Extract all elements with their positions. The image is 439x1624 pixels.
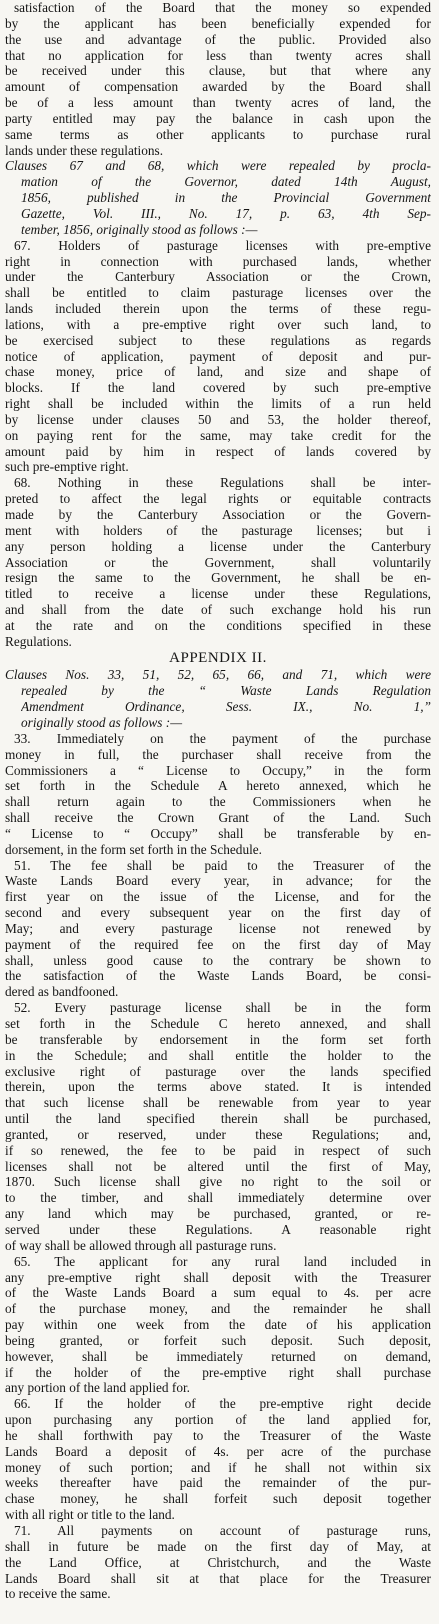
text-line: any portion of the land applied for. [5, 1380, 191, 1396]
text-line: the Land Office, at Christchurch, and the Waste [5, 1554, 431, 1570]
text-line: be exercised subject to these regulations as regards [5, 332, 431, 348]
text-line: ment with holders of the pasturage licenses; but i [5, 522, 431, 538]
text-line: served under these Regulations. A reasonable right [5, 1221, 431, 1237]
paragraph [5, 1254, 431, 1397]
text-line: May; and every pasturage license not renewed by [5, 920, 431, 936]
text-line: exclusive right of pasturage over the lands specified [5, 1063, 431, 1079]
paragraph [5, 858, 431, 1001]
text-line: lands under these regulations. [5, 142, 164, 158]
text-line: Lands Board a deposit of 4s. per acre of the purchase [5, 1443, 431, 1459]
text-line: if so renewed, the fee to be paid in respect of such [5, 1142, 431, 1158]
text-line: payment of the required fee on the first day of May [5, 936, 431, 952]
text-line: Waste Lands Board every year, in advance; for the [5, 873, 431, 889]
text-line: 71. All payments on account of pasturage runs, [14, 1523, 431, 1538]
paragraph [5, 731, 431, 858]
text-line: first year on the issue of the License, and for the [5, 889, 431, 905]
text-line: lations, with a pre-emptive right over such land, to [5, 316, 431, 332]
text-line: any pre-emptive right shall deposit with the Treasurer [5, 1269, 431, 1285]
text-line: chase money, price of land, and size and shape of [5, 364, 431, 380]
text-line: with all right or title to the land. [5, 1507, 175, 1523]
text-line: right in connection with purchased lands, whether [5, 253, 431, 269]
text-line: blocks. If the land covered by such pre-emptive [5, 380, 431, 396]
text-line: dered as bandfooned. [5, 984, 119, 1000]
italic-caption [5, 667, 431, 730]
text-line: be received under this clause, but that where any [5, 63, 431, 79]
text-line: be of a less amount than twenty acres of land, the [5, 95, 431, 111]
text-line: preted to affect the legal rights or equitable contracts [5, 491, 431, 507]
text-line: that such license shall be renewable from year to year [5, 1095, 431, 1111]
text-line: second and every subsequent year on the first day of [5, 905, 431, 921]
paragraph [5, 475, 431, 649]
text-line: by license under clauses 50 and 53, the holder thereof, [5, 411, 431, 427]
text-line: 33. Immediately on the payment of the purchase [14, 730, 431, 746]
text-line: Clauses Nos. 33, 51, 52, 65, 66, and 71, which were [5, 667, 431, 683]
text-line: APPENDIX II. [169, 650, 267, 666]
text-line: shall, unless good cause to the contrary be shown to [5, 952, 431, 968]
text-line: upon purchasing any portion of the land applied for, [5, 1412, 431, 1428]
text-line: the satisfaction of the Waste Lands Board, be consi- [5, 968, 431, 984]
text-line: Clauses 67 and 68, which were repealed by procla- [5, 158, 431, 174]
text-line: shall be entitled to claim pasturage licenses over the [5, 285, 431, 301]
text-line: weeks thereafter have paid the remainder of the pur- [5, 1475, 431, 1491]
text-line: of way shall be allowed through all pasturage runs. [5, 1237, 277, 1253]
text-line: made by the Canterbury Association or the Govern- [5, 507, 431, 522]
text-line: 65. The applicant for any rural land included in [14, 1253, 431, 1269]
text-line: he shall forthwith pay to the Treasurer of the Waste [5, 1427, 431, 1443]
text-line: money in full, the purchaser shall receive from the [5, 746, 431, 762]
text-line: set forth in the Schedule A hereto annexed, which he [5, 778, 431, 794]
paragraph [5, 238, 431, 476]
text-line: 66. If the holder of the pre-emptive right decide [14, 1396, 431, 1412]
text-line: if the holder of the pre-emptive right shall purchase [5, 1364, 431, 1380]
paragraph [5, 1396, 431, 1523]
text-line: to receive the same. [5, 1586, 111, 1602]
text-line: shall return again to the Commissioners when he [5, 794, 431, 810]
text-line: tember, 1856, originally stood as follows :— [21, 221, 258, 237]
text-line: Regulations. [5, 633, 72, 649]
text-line: money of such portion; and if he shall not within six [5, 1459, 431, 1475]
text-line: Lands Board shall sit at that place for the Treasurer [5, 1570, 431, 1586]
text-line: until the land specified therein shall be purchased, [5, 1111, 431, 1127]
text-line: amount of compensation awarded by the Board shall [5, 79, 431, 95]
text-line: granted, or reserved, under these Regulations; and, [5, 1126, 431, 1142]
text-line: 1870. Such license shall give no right to the soil or [5, 1174, 431, 1190]
text-line: that no application for less than twenty acres shall [5, 47, 431, 63]
text-line: set forth in the Schedule C hereto annexed, and shall [5, 1016, 431, 1031]
appendix-heading [5, 651, 431, 667]
text-line: any person holding a license under the Canterbury [5, 538, 431, 554]
text-line: amount paid by him in respect of lands covered by [5, 443, 431, 459]
text-line: be transferable by endorsement in the form set forth [5, 1031, 431, 1047]
text-line: chase money, he shall forfeit such deposit together [5, 1491, 431, 1507]
text-line: on paying rent for the same, may take credit for the [5, 427, 431, 443]
text-line: Gazette, Vol. III., No. 17, p. 63, 4th Sep- [21, 205, 431, 221]
text-line: mation of the Governor, dated 14th August, [21, 174, 431, 190]
text-line: satisfaction of the Board that the money so expended [14, 0, 431, 15]
text-line: shall in future be made on the first day of May, at [5, 1538, 431, 1554]
text-line: at the rate and on the conditions specified in these [5, 617, 431, 633]
text-line: titled to receive a license under these Regulations, [5, 586, 431, 602]
text-line: 1856, published in the Provincial Government [21, 190, 431, 206]
text-line: by the applicant has been beneficially expended for [5, 15, 431, 31]
text-line: of the Waste Lands Board a sum equal to 4s. per acre [5, 1285, 431, 1301]
text-line: Amendment Ordinance, Sess. IX., No. 1,” [21, 699, 431, 715]
text-line: therein, upon the terms above stated. It is intended [5, 1079, 431, 1095]
text-line: under the Canterbury Association or the Crown, [5, 269, 431, 285]
text-line: pay within one week from the date of his application [5, 1317, 431, 1333]
paragraph [5, 0, 431, 158]
text-line: “ License to “ Occupy” shall be transferable by en- [5, 825, 431, 841]
text-line: the use and advantage of the public. Provided also [5, 31, 431, 47]
text-line: same terms as other applicants to purchase rural [5, 126, 431, 142]
text-line: any land which may be purchased, granted, or re- [5, 1206, 431, 1222]
text-line: originally stood as follows :— [21, 714, 183, 730]
text-line: of the purchase money, and the remainder he shall [5, 1301, 431, 1317]
text-line: in the Schedule; and shall entitle the holder to the [5, 1047, 431, 1063]
text-line: shall receive the Crown Grant of the Land. Such [5, 810, 431, 826]
italic-caption [5, 158, 431, 237]
paragraph [5, 1523, 431, 1602]
text-line: Commissioners a “ License to Occupy,” in the form [5, 762, 431, 778]
text-line: resign the same to the Government, he shall be en- [5, 570, 431, 586]
text-line: being granted, or forfeit such deposit. Such deposit, [5, 1332, 431, 1348]
text-line: and shall from the date of such exchange hold his run [5, 602, 431, 618]
text-line: 68. Nothing in these Regulations shall be inter- [14, 475, 431, 491]
text-line: notice of application, payment of deposit and pur- [5, 348, 431, 364]
text-line: such pre-emptive right. [5, 459, 129, 475]
text-line: right shall be included within the limits of a run held [5, 396, 431, 412]
text-line: Association or the Government, shall voluntarily [5, 554, 431, 570]
paragraph [5, 1000, 431, 1254]
text-line: 67. Holders of pasturage licenses with pre-emptive [14, 237, 431, 253]
text-line: repealed by the “ Waste Lands Regulation [21, 683, 431, 699]
text-line: lands included therein upon the terms of these regu- [5, 301, 431, 317]
text-line: 52. Every pasturage license shall be in the form [14, 1000, 431, 1016]
text-line: to the timber, and shall immediately determine over [5, 1190, 431, 1206]
text-line: licenses shall not be altered until the first of May, [5, 1158, 431, 1174]
text-line: however, shall be immediately returned on demand, [5, 1348, 431, 1364]
text-line: party entitled may pay the balance in cash upon the [5, 110, 431, 126]
text-line: dorsement, in the form set forth in the Schedule. [5, 841, 263, 857]
text-line: 51. The fee shall be paid to the Treasurer of the [14, 857, 431, 873]
